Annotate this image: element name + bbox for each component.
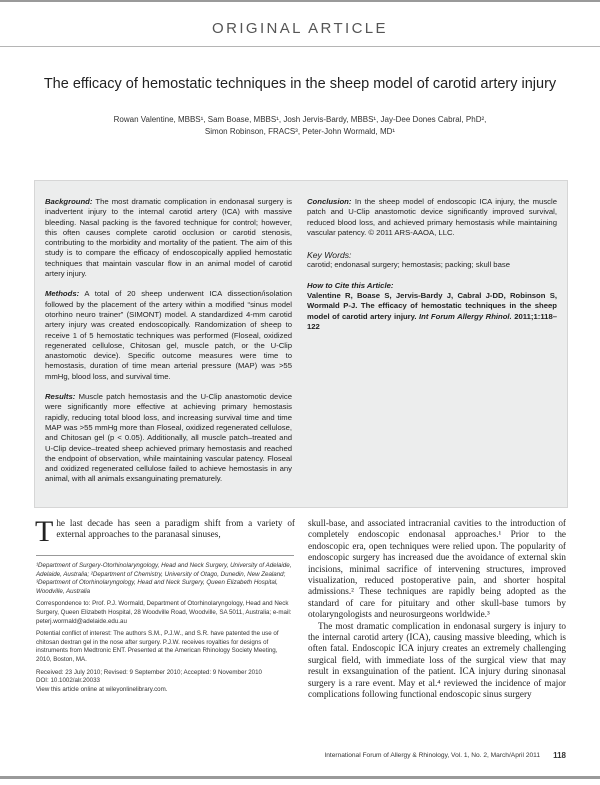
author-list bbox=[60, 114, 540, 137]
page-number: 118 bbox=[553, 751, 566, 760]
correspondence: Correspondence to: Prof. P.J. Wormald, Department of Otorhinolaryngology, Head and Neck Surgery, Queen Elizabeth Hospital, 28 Woodville Road, Woodville, SA 5011, Australia; e-mail: peterj.wormald@adelaide.edu.au bbox=[36, 600, 292, 625]
footnote-divider bbox=[36, 555, 294, 556]
keywords-heading: Key Words: bbox=[307, 250, 352, 261]
footer-rule bbox=[0, 776, 600, 779]
received-dates: Received: 23 July 2010; Revised: 9 September 2010; Accepted: 9 November 2010 bbox=[36, 668, 262, 676]
abstract-column-left bbox=[45, 197, 292, 495]
abstract-conclusion bbox=[307, 197, 557, 238]
keywords-text: carotid; endonasal surgery; hemostasis; packing; skull base bbox=[307, 260, 510, 270]
header-divider bbox=[0, 46, 600, 47]
abstract-column-right bbox=[307, 197, 557, 342]
body-column-left bbox=[35, 515, 295, 548]
background-text: The most dramatic complication in endonasal surgery is inadvertent injury to the internal carotid artery (ICA) with massive bleeding. Nasal packing is the favored technique for control; however, this often causes complete carotid occlusion or carotid stenosis, contributing to the morbidity and mortality of the patient. The aim of this study is to compare the efficacy of endoscopically applied hemostatic techniques that maintain vascular flow in an animal model of carotid artery injury. bbox=[45, 197, 292, 279]
cite-journal: Int Forum Allergy Rhinol. bbox=[416, 311, 512, 321]
body-column-right bbox=[308, 518, 566, 701]
affiliations: ¹Department of Surgery-Otorhinolaryngology, Head and Neck Surgery, University of Adelaide, Adelaide, Australia; ²Department of Chemistry, University of Otago, Dunedin, New Zealand; ³Department of Otorhinolaryngology, Head and Neck Surgery, Queen Elizabeth Hospital, Woodville, Australia bbox=[36, 562, 292, 595]
abstract-results bbox=[45, 392, 292, 485]
background-label: Background: bbox=[45, 197, 93, 206]
cite-text: Valentine R, Boase S, Jervis-Bardy J, Cabral J-DD, Robinson S, Wormald P-J. The efficacy of hemostatic techniques in the sheep model of carotid artery injury. bbox=[307, 291, 557, 321]
methods-label: Methods: bbox=[45, 289, 80, 299]
section-label: ORIGINAL ARTICLE bbox=[212, 20, 388, 37]
intro-paragraph-2: The most dramatic complication in endonasal surgery is injury to the internal carotid artery (ICA), causing massive bleeding, which is often fatal. Endoscopic ICA injury creates an extremely challenging surgical field, with immediate loss of the surgical view that may result in exsanguination of the patient. ICA injury during sinonasal surgery is a rare event. May et al.⁴ reviewed the incidence of major complications following functional endoscopic sinus surgery bbox=[308, 620, 566, 700]
intro-text-right: skull-base, and associated intracranial cavities to the introduction of completely endoscopic endonasal approaches.¹ Prior to the endoscopic era, open techniques were relied upon. The popularity of endoscopic surgery has increased due the avoidance of external skin incisions, minimal sacrifice of intervening structures, improved visualization, reduced postoperative pain, and shorter hospital admissions.² These techniques are rapidly being adopted as the standard of care for pituitary and other skull-base tumors by otolaryngologists and neurosurgeons worldwide.³ bbox=[308, 518, 566, 620]
cite-volume: 2011;1:118–122 bbox=[307, 311, 557, 331]
abstract-box bbox=[34, 180, 568, 508]
conclusion-label: Conclusion: bbox=[307, 197, 352, 206]
doi: DOI: 10.1002/alr.20033 bbox=[36, 677, 100, 685]
footnotes bbox=[36, 562, 294, 698]
journal-citation-footer: International Forum of Allergy & Rhinology, Vol. 1, No. 2, March/April 2011 bbox=[324, 752, 540, 759]
intro-paragraph-start bbox=[35, 515, 295, 548]
cite-heading: How to Cite this Article: bbox=[307, 280, 394, 290]
drop-cap: T bbox=[35, 515, 54, 548]
abstract-methods bbox=[45, 289, 292, 382]
authors-line-2: Simon Robinson, FRACS³, Peter-John Wormald, MD¹ bbox=[204, 126, 396, 136]
online-note: View this article online at wileyonlinelibrary.com. bbox=[36, 685, 168, 693]
methods-text: A total of 20 sheep underwent ICA dissection/isolation followed by the placement of the artery within a modified “sinus model otorhino neuro trainer” (SIMONT) model. A standardized 4-mm carotid artery injury was created endoscopically. Randomization of sheep to receive 1 of 5 hemostatic techniques was performed (Floseal, oxidized regenerated cellulose, Chitosan gel, muscle patch, or the U-Clip anastomotic device). Specific outcome measures were time to hemostasis, duration of time mean arterial pressure (MAP) was >55 mmHg, blood loss, and survival time. bbox=[45, 289, 292, 381]
authors-line-1: Rowan Valentine, MBBS¹, Sam Boase, MBBS¹, Josh Jervis-Bardy, MBBS¹, Jay-Dee Dones Cabral, PhD², bbox=[113, 115, 487, 124]
conclusion-text: In the sheep model of endoscopic ICA injury, the muscle patch and U-Clip anastomotic device significantly improved survival, reduced blood loss, and achieved primary hemostasis while maintaining vascular patency. © 2011 ARS-AAOA, LLC. bbox=[307, 197, 557, 237]
abstract-background bbox=[45, 197, 292, 279]
cite-reference bbox=[307, 291, 557, 332]
header-rule bbox=[0, 0, 600, 2]
conflict-of-interest: Potential conflict of interest: The authors S.M., P.J.W., and S.R. have patented the use of chitosan dextran gel in the nose after surgery. P.J.W. receives royalties for designs of instruments from Medtronic ENT. Presented at the American Rhinology Society Meeting, 2010, Boston, MA. bbox=[36, 630, 279, 663]
article-title: The efficacy of hemostatic techniques in the sheep model of carotid artery injury bbox=[43, 76, 557, 92]
intro-text-left: he last decade has seen a paradigm shift from a variety of external approaches to the paranasal sinuses, bbox=[56, 518, 295, 540]
results-label: Results: bbox=[45, 392, 76, 402]
results-text: Muscle patch hemostasis and the U-Clip anastomotic device were significantly more effective at achieving primary hemostasis rapidly, reducing total blood loss, and increasing survival time and time MAP was >55 mmHg more than Floseal, oxidized regenerated cellulose, and Chitosan gel (p < 0.05). Additionally, all muscle patch–treated and U-Clip device–treated sheep achieved primary hemostasis and reached the endpoint of observation, while maintaining vascular patency. Floseal and oxidized regenerated cellulose failed to achieve hemostasis in any animal, with all animals exsanguinating prematurely. bbox=[45, 392, 292, 484]
